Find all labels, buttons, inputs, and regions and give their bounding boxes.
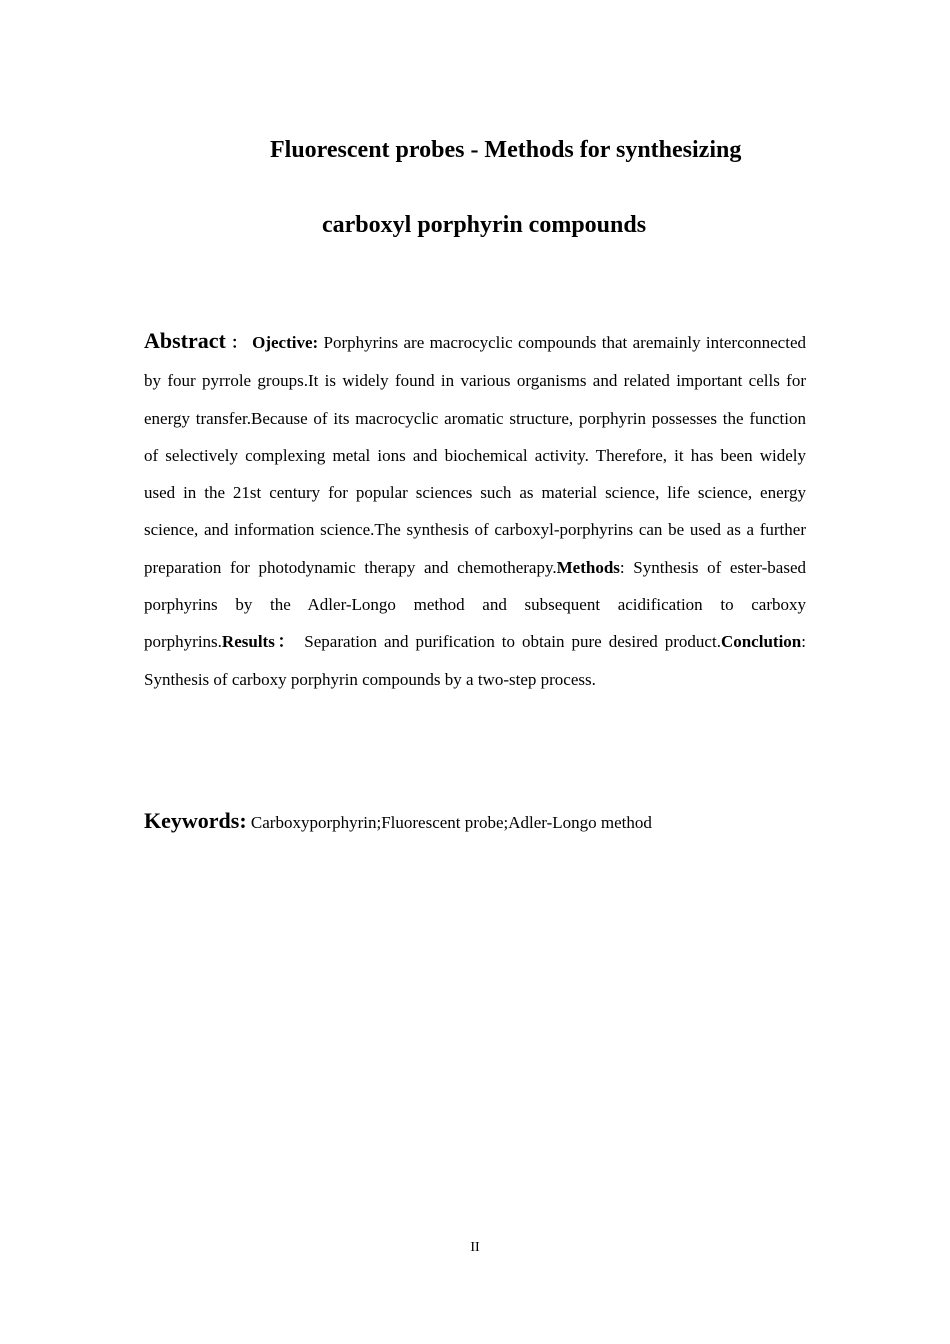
methods-text: : Synthesis of ester-based porphyrins by the Adler-Longo method and subsequent acidification to carboxy porphyrins. xyxy=(144,557,806,652)
abstract-heading-colon: ： xyxy=(229,335,249,352)
keywords-text: Carboxyporphyrin;Fluorescent probe;Adler-Longo method xyxy=(246,813,652,832)
title-line-2: carboxyl porphyrin compounds xyxy=(322,212,647,238)
results-text: Separation and purification to obtain pure desired product. xyxy=(297,632,721,652)
page-number: II xyxy=(470,1240,480,1255)
keywords-heading: Keywords: xyxy=(144,808,247,833)
objective-label: Ojective: xyxy=(252,333,319,352)
conclusion-text: : Synthesis of carboxy porphyrin compounds by a two-step process. xyxy=(144,632,806,689)
methods-label: Methods xyxy=(556,557,620,577)
objective-text: Porphyrins are macrocyclic compounds that aremainly interconnected by four pyrrole groups.It is widely found in various organisms and related important cells for energy transfer.Because of its macrocyclic aromatic structure, porphyrin possesses the function of selectively complexing metal ions and biochemical activity. Therefore, it has been widely used in the 21st century for popular sciences such as material science, life science, energy science, and information science.The synthesis of carboxyl-porphyrins can be used as a further preparation for photodynamic therapy and chemotherapy. xyxy=(144,333,806,577)
abstract-heading: Abstract xyxy=(144,328,226,353)
results-label: Results： xyxy=(221,632,298,652)
abstract-paragraph xyxy=(144,322,806,698)
conclusion-label: Conclution xyxy=(720,632,802,652)
title-line-1: Fluorescent probes - Methods for synthesizing xyxy=(270,137,742,163)
keywords-line xyxy=(144,806,806,838)
